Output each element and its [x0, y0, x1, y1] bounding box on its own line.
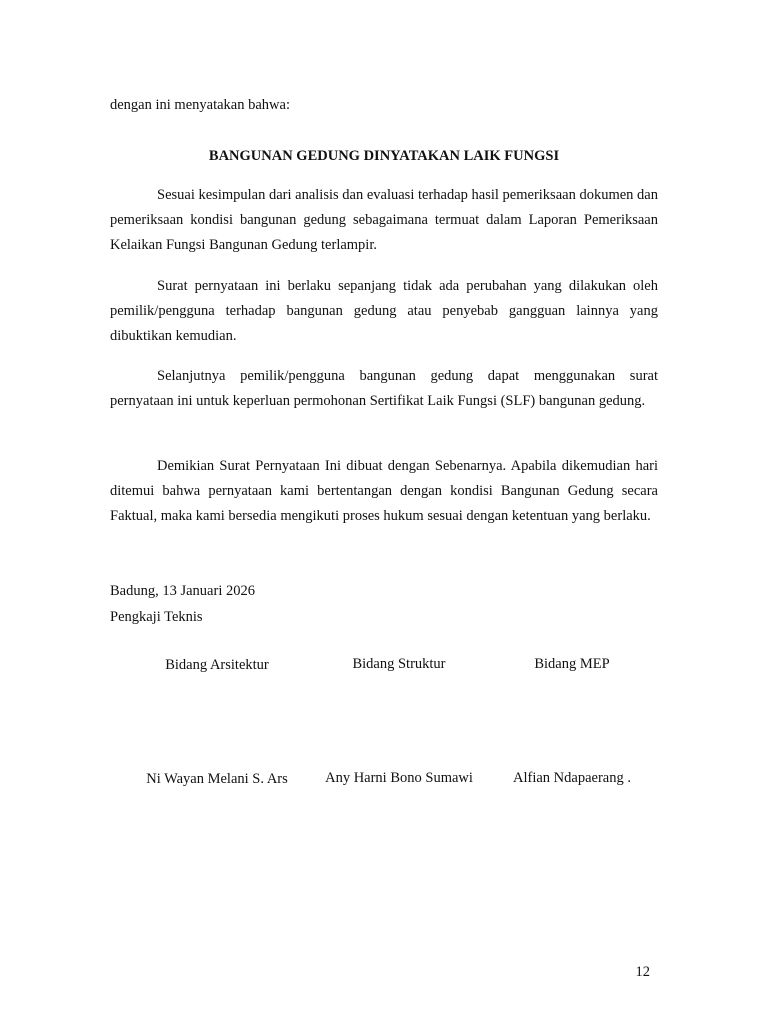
- statement-heading: BANGUNAN GEDUNG DINYATAKAN LAIK FUNGSI: [208, 148, 560, 164]
- signatory-name: Any Harni Bono Sumawi: [325, 770, 473, 786]
- page-number: 12: [635, 964, 650, 980]
- signatory-field: Bidang Struktur: [352, 656, 446, 672]
- paragraph-validity: Surat pernyataan ini berlaku sepanjang tidak ada perubahan yang dilakukan oleh pemilik/pengguna terhadap bangunan gedung atau penyebab gangguan lainnya yang dibuktikan kemudian.: [110, 278, 658, 344]
- signatory-name: Ni Wayan Melani S. Ars: [146, 771, 288, 787]
- assessor-title: Pengkaji Teknis: [110, 609, 203, 625]
- intro-text: dengan ini menyatakan bahwa:: [110, 97, 290, 113]
- signatory-field: Bidang MEP: [534, 656, 610, 672]
- signatory-name: Alfian Ndapaerang .: [513, 770, 631, 786]
- place-date: Badung, 13 Januari 2026: [110, 583, 255, 599]
- paragraph-closing: Demikian Surat Pernyataan Ini dibuat dengan Sebenarnya. Apabila dikemudian hari ditemui bahwa pernyataan kami bertentangan dengan kondisi Bangunan Gedung secara Faktual, maka kami bersedia mengikuti proses hukum sesuai dengan ketentuan yang berlaku.: [110, 458, 658, 524]
- signatory-field: Bidang Arsitektur: [165, 657, 269, 673]
- paragraph-conclusion: Sesuai kesimpulan dari analisis dan evaluasi terhadap hasil pemeriksaan dokumen dan pemeriksaan kondisi bangunan gedung sebagaimana termuat dalam Laporan Pemeriksaan Kelaikan Fungsi Bangunan Gedung terlampir.: [110, 187, 658, 253]
- paragraph-usage: Selanjutnya pemilik/pengguna bangunan gedung dapat menggunakan surat pernyataan ini untuk keperluan permohonan Sertifikat Laik Fungsi (SLF) bangunan gedung.: [110, 368, 658, 409]
